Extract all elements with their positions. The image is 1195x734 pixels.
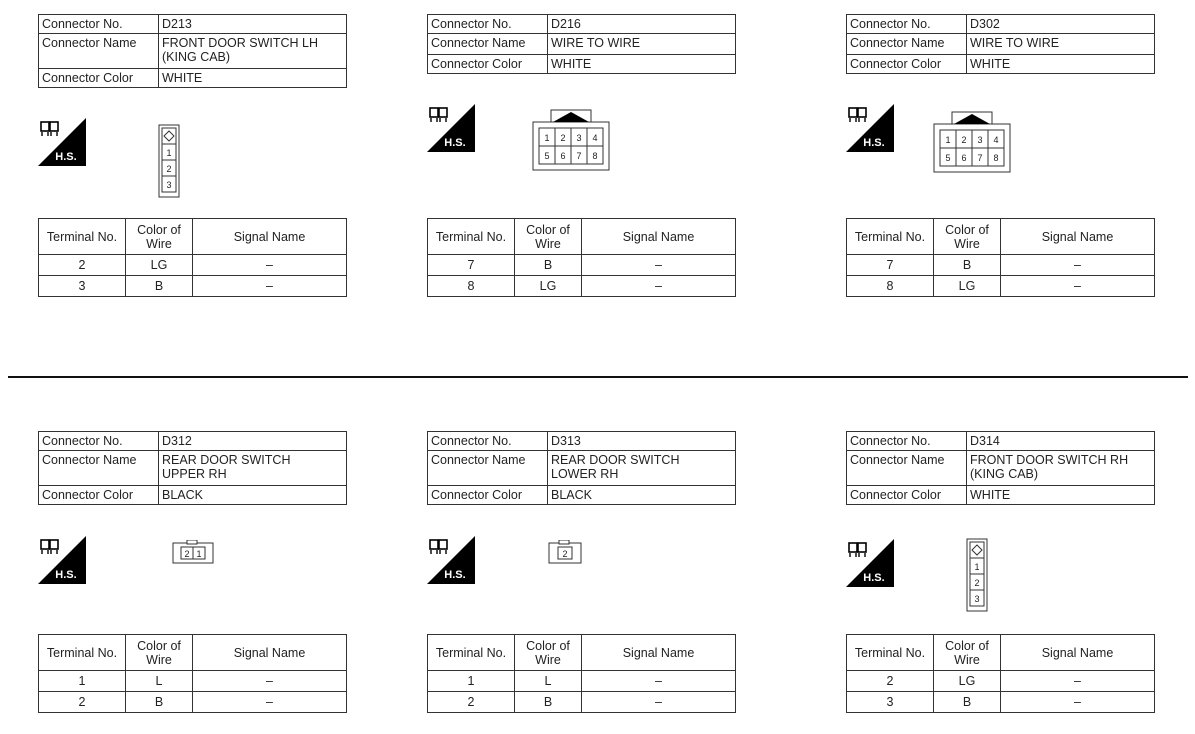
connector-name-value (967, 451, 1155, 486)
terminal-table (846, 634, 1155, 713)
terminal-no-cell: 7 (428, 255, 515, 276)
hs-label: H.S. (444, 137, 466, 149)
color-of-wire-header (515, 635, 582, 671)
pin-label: 5 (544, 151, 550, 161)
connector-no-label: Connector No. (428, 432, 548, 451)
connector-name-value (159, 451, 347, 486)
terminal-no-cell: 2 (39, 255, 126, 276)
terminal-row (428, 671, 736, 692)
connector-name-line1: WIRE TO WIRE (970, 36, 1060, 50)
pin-label: 2 (184, 549, 190, 559)
terminal-table (427, 218, 736, 297)
connector-color-row (847, 486, 1155, 505)
color-of-wire-line2: Wire (954, 236, 980, 251)
connector-panel-d216 (427, 14, 747, 314)
connector-name-line1: FRONT DOOR SWITCH RH (970, 453, 1129, 467)
connector-color-value: BLACK (159, 486, 347, 505)
signal-name-cell: – (193, 692, 347, 713)
signal-name-cell: – (1001, 276, 1155, 297)
connector-no-value: D314 (967, 432, 1155, 451)
pin-label: 8 (592, 151, 598, 161)
connector-color-value: BLACK (548, 486, 736, 505)
pin-label: 4 (592, 133, 598, 143)
pin-label: 3 (166, 180, 172, 190)
wire-color-cell: LG (934, 276, 1001, 297)
connector-name-value (548, 34, 736, 55)
terminal-header-row (847, 219, 1155, 255)
pin-label: 3 (576, 133, 582, 143)
connector-face (531, 106, 611, 172)
connector-name-line1: FRONT DOOR SWITCH LH (162, 36, 319, 50)
terminal-header-row (847, 635, 1155, 671)
connector-name-label: Connector Name (847, 451, 967, 486)
pin-label: 2 (560, 133, 566, 143)
pin-label: 6 (961, 153, 967, 163)
color-of-wire-header (126, 219, 193, 255)
connector-name-row (847, 451, 1155, 486)
connector-no-row (39, 15, 347, 34)
connector-panel-d313 (427, 431, 747, 731)
pin-label: 2 (961, 135, 967, 145)
connector-name-value (159, 34, 347, 69)
terminal-header-row (39, 219, 347, 255)
terminal-no-cell: 1 (39, 671, 126, 692)
signal-name-cell: – (1001, 692, 1155, 713)
color-of-wire-line1: Color of (526, 638, 570, 653)
connector-info-table (38, 14, 347, 88)
terminal-row (39, 671, 347, 692)
connector-panel-d213 (38, 14, 358, 314)
terminal-no-cell: 3 (847, 692, 934, 713)
signal-name-cell: – (193, 276, 347, 297)
wire-color-cell: LG (126, 255, 193, 276)
connector-color-label: Connector Color (39, 69, 159, 88)
connector-color-row (39, 486, 347, 505)
pin-label: 7 (977, 153, 983, 163)
color-of-wire-line1: Color of (137, 638, 181, 653)
connector-no-label: Connector No. (428, 15, 548, 34)
harness-side-icon (38, 536, 86, 584)
terminal-table (427, 634, 736, 713)
hs-label: H.S. (55, 569, 77, 581)
connector-name-line2: (KING CAB) (970, 467, 1039, 481)
hs-label: H.S. (863, 137, 885, 149)
color-of-wire-line2: Wire (146, 236, 172, 251)
wire-color-cell: L (126, 671, 193, 692)
terminal-no-cell: 1 (428, 671, 515, 692)
signal-name-header: Signal Name (193, 219, 347, 255)
connector-name-line2: LOWER RH (551, 467, 619, 481)
connector-no-row (847, 15, 1155, 34)
connector-color-value: WHITE (548, 55, 736, 74)
terminal-row (847, 692, 1155, 713)
signal-name-cell: – (193, 671, 347, 692)
connector-color-row (428, 55, 736, 74)
terminal-table (38, 634, 347, 713)
connector-name-line2: (KING CAB) (162, 50, 231, 64)
connector-color-row (39, 69, 347, 88)
connector-color-value: WHITE (159, 69, 347, 88)
connector-info-table (846, 14, 1155, 74)
connector-no-row (39, 432, 347, 451)
pin-label: 8 (993, 153, 999, 163)
pin-label: 2 (974, 578, 980, 588)
color-of-wire-line2: Wire (535, 236, 561, 251)
terminal-no-cell: 7 (847, 255, 934, 276)
connector-name-label: Connector Name (39, 34, 159, 69)
connector-name-label: Connector Name (428, 34, 548, 55)
wire-color-cell: LG (934, 671, 1001, 692)
connector-name-row (428, 451, 736, 486)
connector-name-label: Connector Name (428, 451, 548, 486)
terminal-row (39, 255, 347, 276)
pin-label: 1 (945, 135, 951, 145)
connector-name-line1: WIRE TO WIRE (551, 36, 641, 50)
connector-face (548, 540, 584, 566)
wire-color-cell: LG (515, 276, 582, 297)
color-of-wire-line1: Color of (137, 222, 181, 237)
terminal-row (847, 671, 1155, 692)
terminal-no-cell: 8 (428, 276, 515, 297)
terminal-row (39, 692, 347, 713)
connector-panel-d312 (38, 431, 358, 731)
connector-no-value: D312 (159, 432, 347, 451)
hs-label: H.S. (55, 151, 77, 163)
connector-info-table (846, 431, 1155, 505)
connector-no-row (847, 432, 1155, 451)
connector-name-line1: REAR DOOR SWITCH (162, 453, 291, 467)
terminal-row (39, 276, 347, 297)
connector-name-line1: REAR DOOR SWITCH (551, 453, 680, 467)
connector-face (158, 124, 182, 198)
pin-label: 7 (576, 151, 582, 161)
pin-label: 3 (974, 594, 980, 604)
signal-name-cell: – (582, 276, 736, 297)
terminal-no-header: Terminal No. (39, 635, 126, 671)
color-of-wire-header (934, 635, 1001, 671)
hs-label: H.S. (444, 569, 466, 581)
connector-name-line2: UPPER RH (162, 467, 227, 481)
harness-side-icon (846, 104, 894, 152)
color-of-wire-line1: Color of (526, 222, 570, 237)
terminal-no-cell: 2 (428, 692, 515, 713)
connector-no-value: D216 (548, 15, 736, 34)
hs-label: H.S. (863, 572, 885, 584)
terminal-row (428, 276, 736, 297)
connector-name-row (39, 451, 347, 486)
terminal-row (428, 692, 736, 713)
pin-label: 5 (945, 153, 951, 163)
wire-color-cell: B (126, 692, 193, 713)
color-of-wire-line1: Color of (945, 638, 989, 653)
harness-side-icon (846, 539, 894, 587)
terminal-no-cell: 8 (847, 276, 934, 297)
connector-no-value: D302 (967, 15, 1155, 34)
connector-name-row (847, 34, 1155, 55)
connector-no-value: D213 (159, 15, 347, 34)
connector-no-value: D313 (548, 432, 736, 451)
terminal-table (846, 218, 1155, 297)
connector-info-table (427, 14, 736, 74)
terminal-header-row (428, 635, 736, 671)
color-of-wire-line1: Color of (945, 222, 989, 237)
connector-face (966, 538, 990, 612)
signal-name-header: Signal Name (193, 635, 347, 671)
harness-side-icon (427, 536, 475, 584)
terminal-no-cell: 2 (847, 671, 934, 692)
connector-name-row (39, 34, 347, 69)
connector-color-value: WHITE (967, 486, 1155, 505)
signal-name-header: Signal Name (1001, 635, 1155, 671)
wire-color-cell: B (126, 276, 193, 297)
color-of-wire-header (126, 635, 193, 671)
connector-info-table (38, 431, 347, 505)
signal-name-header: Signal Name (582, 219, 736, 255)
terminal-table (38, 218, 347, 297)
connector-name-row (428, 34, 736, 55)
pin-label: 1 (974, 562, 980, 572)
signal-name-cell: – (582, 671, 736, 692)
signal-name-cell: – (1001, 255, 1155, 276)
color-of-wire-line2: Wire (535, 652, 561, 667)
terminal-row (847, 276, 1155, 297)
section-divider (8, 376, 1188, 378)
color-of-wire-line2: Wire (954, 652, 980, 667)
wire-color-cell: B (515, 692, 582, 713)
terminal-no-header: Terminal No. (847, 219, 934, 255)
terminal-row (428, 255, 736, 276)
terminal-no-cell: 3 (39, 276, 126, 297)
connector-name-value (548, 451, 736, 486)
connector-name-label: Connector Name (847, 34, 967, 55)
terminal-no-header: Terminal No. (847, 635, 934, 671)
wire-color-cell: L (515, 671, 582, 692)
connector-name-value (967, 34, 1155, 55)
signal-name-cell: – (582, 255, 736, 276)
pin-label: 2 (562, 549, 568, 559)
connector-color-label: Connector Color (847, 55, 967, 74)
pin-label: 3 (977, 135, 983, 145)
wire-color-cell: B (934, 255, 1001, 276)
pin-label: 2 (166, 164, 172, 174)
connector-info-table (427, 431, 736, 505)
color-of-wire-header (515, 219, 582, 255)
color-of-wire-line2: Wire (146, 652, 172, 667)
connector-color-label: Connector Color (847, 486, 967, 505)
terminal-no-header: Terminal No. (428, 635, 515, 671)
pin-label: 4 (993, 135, 999, 145)
connector-no-label: Connector No. (39, 432, 159, 451)
connector-no-label: Connector No. (847, 432, 967, 451)
connector-no-label: Connector No. (847, 15, 967, 34)
connector-name-label: Connector Name (39, 451, 159, 486)
pin-label: 1 (166, 148, 172, 158)
connector-no-row (428, 432, 736, 451)
connector-panel-d302 (846, 14, 1166, 314)
pin-label: 1 (196, 549, 202, 559)
connector-face (932, 108, 1012, 174)
connector-no-row (428, 15, 736, 34)
harness-side-icon (427, 104, 475, 152)
terminal-no-header: Terminal No. (39, 219, 126, 255)
terminal-row (847, 255, 1155, 276)
wire-color-cell: B (515, 255, 582, 276)
connector-panel-d314 (846, 431, 1166, 731)
color-of-wire-header (934, 219, 1001, 255)
connector-color-label: Connector Color (39, 486, 159, 505)
connector-face (172, 540, 216, 566)
harness-side-icon (38, 118, 86, 166)
signal-name-header: Signal Name (1001, 219, 1155, 255)
connector-color-label: Connector Color (428, 486, 548, 505)
signal-name-cell: – (582, 692, 736, 713)
pin-label: 6 (560, 151, 566, 161)
connector-color-row (847, 55, 1155, 74)
connector-no-label: Connector No. (39, 15, 159, 34)
pin-label: 1 (544, 133, 550, 143)
terminal-header-row (428, 219, 736, 255)
terminal-no-cell: 2 (39, 692, 126, 713)
connector-color-value: WHITE (967, 55, 1155, 74)
connector-color-row (428, 486, 736, 505)
terminal-no-header: Terminal No. (428, 219, 515, 255)
signal-name-cell: – (193, 255, 347, 276)
wire-color-cell: B (934, 692, 1001, 713)
signal-name-cell: – (1001, 671, 1155, 692)
connector-color-label: Connector Color (428, 55, 548, 74)
terminal-header-row (39, 635, 347, 671)
signal-name-header: Signal Name (582, 635, 736, 671)
